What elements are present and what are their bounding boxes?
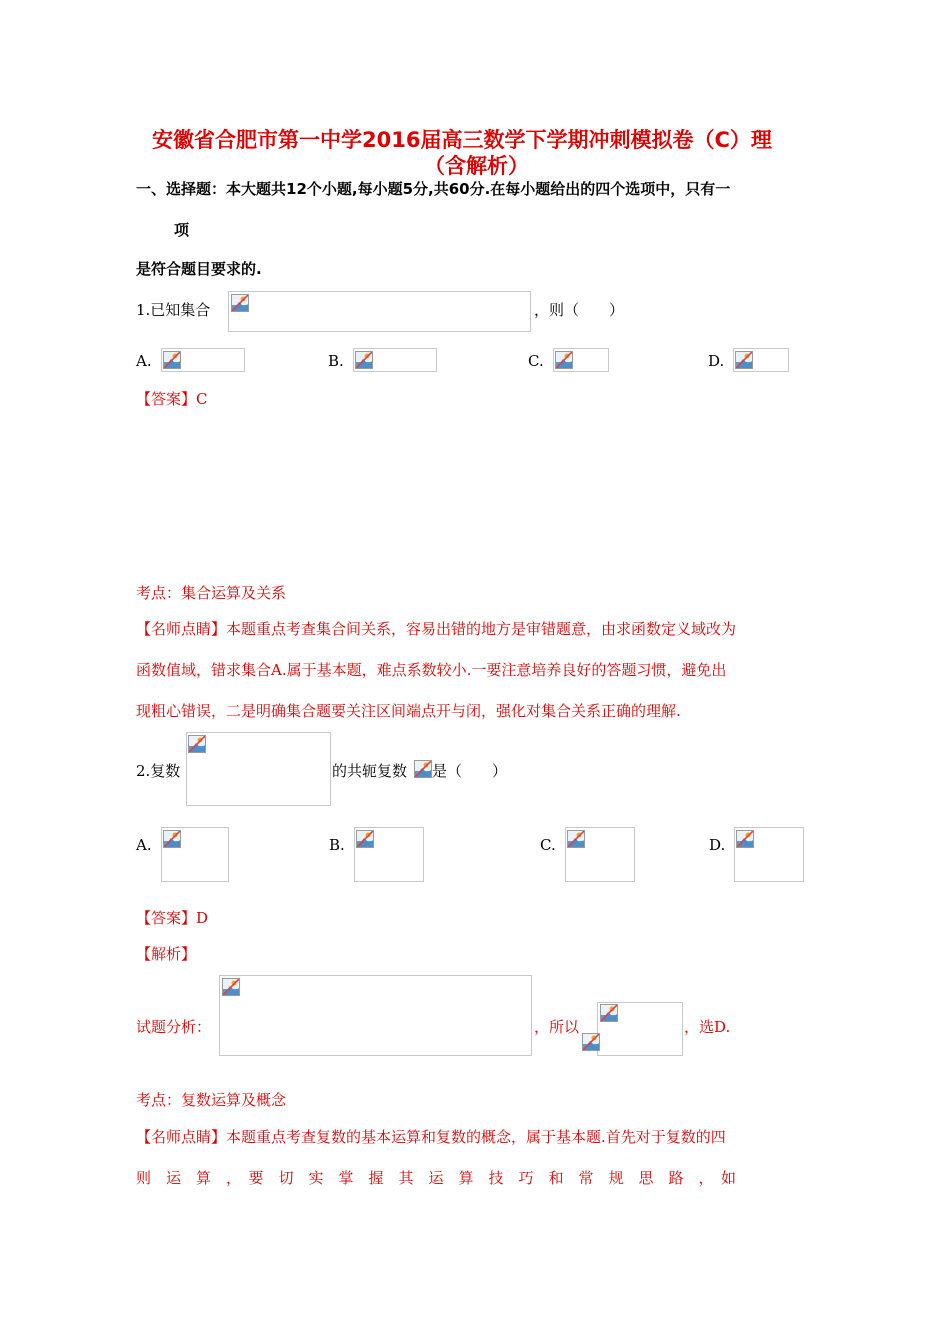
q2-formula-image: [186, 732, 331, 806]
q1-comment-line: 函数值域，错求集合A.属于基本题，难点系数较小.一要注意培养良好的答题习惯，避免出: [136, 661, 727, 679]
section-heading-tail: 是符合题目要求的.: [136, 260, 262, 278]
q2-option-c: C.: [540, 836, 556, 854]
q1-option-b-image: [353, 348, 437, 372]
q2-analysis-image-2: [597, 1002, 683, 1056]
q2-option-d: D.: [709, 836, 726, 854]
broken-image-icon: [567, 830, 585, 848]
q2-analysis-suffix: ，选D.: [684, 1018, 731, 1036]
q1-kaodian: 考点：集合运算及关系: [136, 584, 287, 602]
q2-option-c-image: [565, 827, 635, 882]
q2-analysis-mid: ，所以: [534, 1018, 580, 1036]
q1-option-b: B.: [328, 352, 344, 370]
broken-image-icon: [222, 978, 240, 996]
q2-jiexi: 【解析】: [136, 945, 197, 963]
q2-option-b: B.: [329, 836, 345, 854]
q1-option-a: A.: [136, 352, 152, 370]
broken-image-icon: [414, 760, 432, 778]
broken-image-icon: [188, 735, 206, 753]
q1-comment-line: 现粗心错误，二是明确集合题要关注区间端点开与闭，强化对集合关系正确的理解.: [136, 702, 681, 720]
broken-image-icon: [736, 830, 754, 848]
document-title-cont: （含解析）: [424, 154, 529, 178]
q1-stem: 1.已知集合: [136, 301, 211, 319]
q1-suffix: ，则（ ）: [534, 301, 625, 319]
section-heading-cont: 项: [174, 221, 190, 239]
q2-option-a-image: [161, 827, 229, 882]
broken-image-icon: [600, 1004, 618, 1022]
q2-stem: 2.复数: [136, 762, 181, 780]
broken-image-icon: [231, 294, 249, 312]
broken-image-icon: [582, 1033, 600, 1051]
q2-option-d-image: [734, 827, 804, 882]
q1-answer: 【答案】C: [136, 390, 208, 408]
q2-answer: 【答案】D: [136, 909, 209, 927]
q2-option-b-image: [354, 827, 424, 882]
q1-option-d-image: [733, 348, 789, 372]
q2-mid: 的共轭复数: [332, 762, 408, 780]
q1-comment-line: 【名师点睛】本题重点考查集合间关系，容易出错的地方是审错题意，由求函数定义域改为: [136, 620, 737, 638]
q1-formula-image: [228, 291, 531, 332]
broken-image-icon: [356, 830, 374, 848]
q1-option-c-image: [553, 348, 609, 372]
broken-image-icon: [735, 351, 753, 369]
q2-analysis-prefix: 试题分析：: [136, 1018, 212, 1036]
document-title: 安徽省合肥市第一中学2016届高三数学下学期冲刺模拟卷（C）理: [152, 128, 772, 152]
q2-comment-line: 【名师点睛】本题重点考查复数的基本运算和复数的概念，属于基本题.首先对于复数的四: [136, 1128, 726, 1146]
q2-option-a: A.: [136, 836, 152, 854]
broken-image-icon: [163, 351, 181, 369]
q2-comment-line: 则 运 算 ， 要 切 实 掌 握 其 运 算 技 巧 和 常 规 思 路 ， 如: [136, 1169, 737, 1187]
q2-suffix: 是（ ）: [432, 762, 508, 780]
section-heading: 一、选择题：本大题共12个小题,每小题5分,共60分.在每小题给出的四个选项中，只有一: [136, 180, 731, 198]
q1-option-a-image: [161, 348, 245, 372]
broken-image-icon: [355, 351, 373, 369]
q2-kaodian: 考点：复数运算及概念: [136, 1091, 287, 1109]
q1-option-d: D.: [708, 352, 725, 370]
broken-image-icon: [163, 830, 181, 848]
q1-option-c: C.: [528, 352, 544, 370]
q2-analysis-image: [219, 975, 532, 1056]
broken-image-icon: [555, 351, 573, 369]
